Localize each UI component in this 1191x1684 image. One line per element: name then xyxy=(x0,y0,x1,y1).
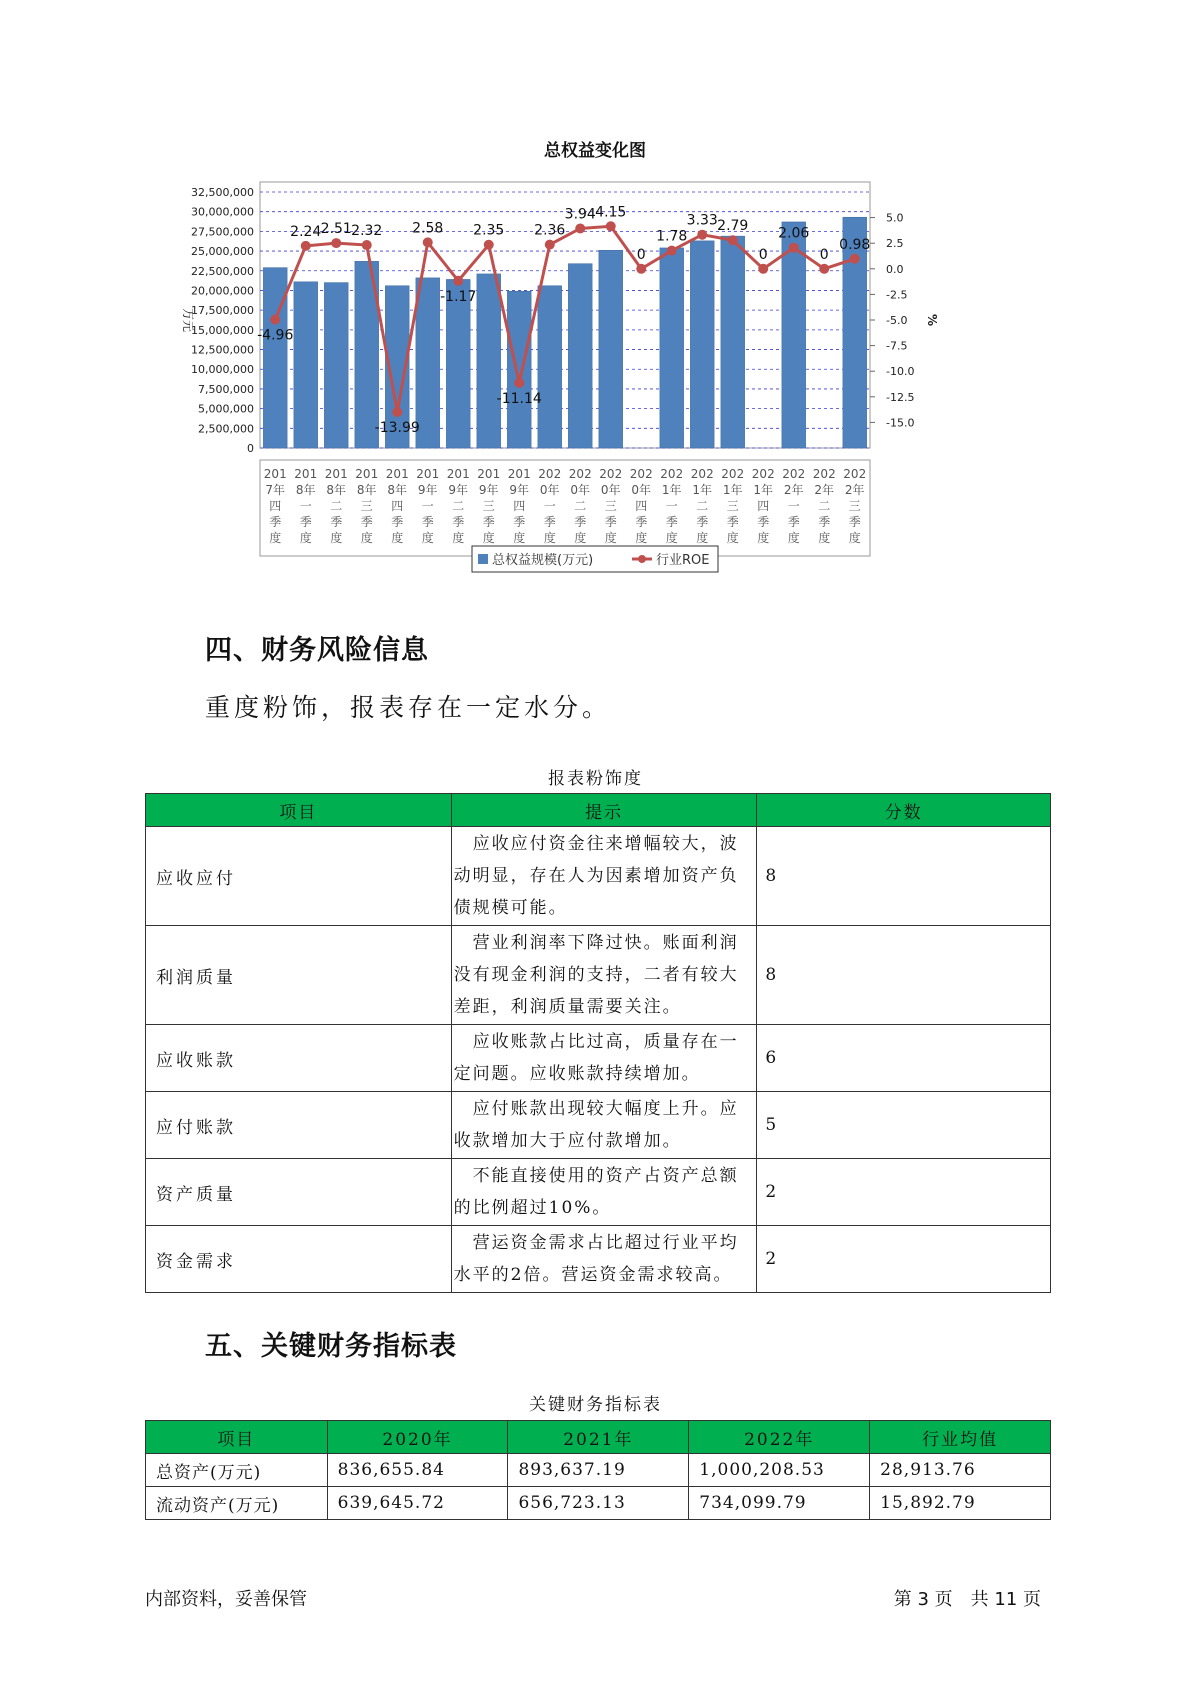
chart-title: 总权益变化图 xyxy=(544,141,646,161)
x-tick-label: 度 xyxy=(818,531,831,545)
x-tick-label: 201 xyxy=(263,467,287,481)
x-tick-label: 一 xyxy=(543,499,556,513)
risk-hint-line: 水平的2倍。营运资金需求较高。 xyxy=(453,1265,733,1285)
x-tick-label: 季 xyxy=(757,515,770,529)
roe-data-label: 4.15 xyxy=(595,204,627,221)
x-tick-label: 度 xyxy=(421,531,434,545)
kf-cell: 893,637.19 xyxy=(508,1454,689,1487)
x-tick-label: 8年 xyxy=(356,483,377,497)
risk-hint-line: 应付账款出现较大幅度上升。应 xyxy=(453,1099,739,1119)
risk-score-cell: 6 xyxy=(757,1025,1051,1092)
risk-score-cell: 2 xyxy=(757,1159,1051,1226)
x-tick-label: 201 xyxy=(416,467,440,481)
table-row xyxy=(146,1454,1051,1487)
roe-data-label: 2.36 xyxy=(534,222,566,239)
y-left-tick-label: 30,000,000 xyxy=(191,205,254,219)
y-right-axis-label: % xyxy=(925,313,939,327)
y-left-tick-label: 22,500,000 xyxy=(191,264,254,278)
risk-hint-cell xyxy=(451,1226,757,1293)
x-tick-label: 四 xyxy=(513,499,526,513)
equity-bar xyxy=(782,222,806,448)
x-tick-label: 0年 xyxy=(631,483,652,497)
x-tick-label: 202 xyxy=(660,467,684,481)
x-tick-label: 季 xyxy=(604,515,617,529)
y-left-axis-label: 万元 xyxy=(181,307,195,333)
roe-point xyxy=(331,238,341,248)
equity-chart xyxy=(170,136,1020,596)
kf-cell: 15,892.79 xyxy=(870,1487,1051,1520)
x-tick-label: 三 xyxy=(482,499,495,513)
roe-point xyxy=(453,276,463,286)
roe-data-label: 0 xyxy=(819,246,829,263)
x-tick-label: 202 xyxy=(599,467,623,481)
kf-header-2020: 2020年 xyxy=(327,1421,508,1454)
y-left-tick-label: 15,000,000 xyxy=(191,323,254,337)
x-tick-label: 度 xyxy=(665,531,678,545)
chart-svg xyxy=(170,136,1020,596)
y-left-tick-label: 12,500,000 xyxy=(191,343,254,357)
kf-header-item: 项目 xyxy=(146,1421,328,1454)
risk-hint-line: 收款增加大于应付款增加。 xyxy=(453,1131,682,1151)
x-tick-label: 1年 xyxy=(692,483,713,497)
x-tick-label: 7年 xyxy=(265,483,286,497)
roe-point xyxy=(423,237,433,247)
roe-point xyxy=(789,243,799,253)
x-tick-label: 1年 xyxy=(753,483,774,497)
kf-cell: 28,913.76 xyxy=(870,1454,1051,1487)
x-tick-label: 季 xyxy=(391,515,404,529)
risk-hint-line: 定问题。应收账款持续增加。 xyxy=(453,1064,701,1084)
kf-cell: 836,655.84 xyxy=(327,1454,508,1487)
x-tick-label: 201 xyxy=(507,467,531,481)
x-tick-label: 二 xyxy=(818,499,831,513)
risk-item-cell: 资产质量 xyxy=(146,1159,452,1226)
x-tick-label: 度 xyxy=(696,531,709,545)
x-tick-label: 9年 xyxy=(478,483,499,497)
x-tick-label: 度 xyxy=(330,531,343,545)
x-tick-label: 度 xyxy=(848,531,861,545)
y-right-tick-label: -7.5 xyxy=(886,339,908,353)
x-tick-label: 季 xyxy=(513,515,526,529)
risk-section-heading: 四、财务风险信息 xyxy=(205,635,429,666)
x-tick-label: 四 xyxy=(391,499,404,513)
x-tick-label: 季 xyxy=(696,515,709,529)
x-tick-label: 季 xyxy=(269,515,282,529)
y-right-tick-label: -5.0 xyxy=(886,314,908,327)
roe-data-label: -1.17 xyxy=(440,288,477,305)
risk-hint-line: 应收账款占比过高，质量存在一 xyxy=(453,1032,739,1052)
equity-bar xyxy=(324,283,348,448)
x-tick-label: 四 xyxy=(269,499,282,513)
y-left-tick-label: 25,000,000 xyxy=(191,245,254,259)
risk-hint-cell xyxy=(451,926,757,1025)
kf-header-industry-avg: 行业均值 xyxy=(870,1421,1051,1454)
risk-summary-text: 重度粉饰，报表存在一定水分。 xyxy=(205,693,612,722)
x-tick-label: 度 xyxy=(513,531,526,545)
y-left-tick-label: 2,500,000 xyxy=(198,422,254,436)
x-tick-label: 202 xyxy=(751,467,775,481)
roe-data-label: 3.33 xyxy=(686,212,718,229)
y-right-tick-label: 2.5 xyxy=(886,237,904,251)
x-tick-label: 0年 xyxy=(539,483,560,497)
equity-bar xyxy=(660,248,684,448)
x-tick-label: 度 xyxy=(482,531,495,545)
x-tick-label: 201 xyxy=(446,467,470,481)
roe-data-label: 2.32 xyxy=(351,223,383,240)
kf-cell: 656,723.13 xyxy=(508,1487,689,1520)
x-tick-label: 三 xyxy=(360,499,373,513)
x-tick-label: 季 xyxy=(574,515,587,529)
x-tick-label: 一 xyxy=(787,499,800,513)
table-row xyxy=(146,926,1051,1025)
roe-point xyxy=(606,221,616,231)
x-tick-label: 季 xyxy=(330,515,343,529)
x-tick-label: 9年 xyxy=(448,483,469,497)
risk-hint-line: 没有现金利润的支持，二者有较大 xyxy=(453,965,739,985)
x-tick-label: 度 xyxy=(757,531,770,545)
x-tick-label: 季 xyxy=(848,515,861,529)
x-tick-label: 季 xyxy=(299,515,312,529)
table-row xyxy=(146,1487,1051,1520)
y-right-tick-label: -12.5 xyxy=(886,390,915,404)
y-left-tick-label: 17,500,000 xyxy=(191,304,254,318)
x-tick-label: 季 xyxy=(726,515,739,529)
roe-point xyxy=(545,240,555,250)
risk-item-cell: 应付账款 xyxy=(146,1092,452,1159)
roe-point xyxy=(575,223,585,233)
risk-hint-cell xyxy=(451,1092,757,1159)
roe-point xyxy=(850,254,860,264)
y-left-tick-label: 27,500,000 xyxy=(191,225,254,239)
roe-point xyxy=(392,407,402,417)
kf-header-2022: 2022年 xyxy=(689,1421,870,1454)
x-tick-label: 季 xyxy=(787,515,800,529)
risk-item-cell: 利润质量 xyxy=(146,926,452,1025)
x-tick-label: 季 xyxy=(452,515,465,529)
legend-line-label: 行业ROE xyxy=(656,553,710,568)
x-tick-label: 201 xyxy=(294,467,318,481)
risk-hint-line: 营运资金需求占比超过行业平均 xyxy=(453,1233,739,1253)
y-left-tick-label: 7,500,000 xyxy=(198,382,254,396)
table-row xyxy=(146,1226,1051,1293)
x-tick-label: 202 xyxy=(782,467,806,481)
roe-point xyxy=(301,241,311,251)
x-tick-label: 四 xyxy=(635,499,648,513)
table-row xyxy=(146,1159,1051,1226)
x-tick-label: 度 xyxy=(452,531,465,545)
x-tick-label: 8年 xyxy=(295,483,316,497)
roe-data-label: 2.58 xyxy=(412,220,444,237)
roe-point xyxy=(270,315,280,325)
risk-table xyxy=(145,793,1051,1293)
roe-data-label: 2.24 xyxy=(290,223,322,240)
y-left-tick-label: 0 xyxy=(247,442,254,455)
risk-table-header-row xyxy=(146,794,1051,827)
roe-point xyxy=(484,240,494,250)
x-tick-label: 202 xyxy=(812,467,836,481)
x-tick-label: 9年 xyxy=(509,483,530,497)
x-tick-label: 一 xyxy=(421,499,434,513)
x-tick-label: 季 xyxy=(360,515,373,529)
risk-hint-cell xyxy=(451,1025,757,1092)
x-tick-label: 2年 xyxy=(814,483,835,497)
x-tick-label: 度 xyxy=(391,531,404,545)
risk-hint-cell xyxy=(451,827,757,926)
risk-hint-line: 动明显，存在人为因素增加资产负 xyxy=(453,866,739,886)
roe-point xyxy=(728,235,738,245)
risk-hint-line: 应收应付资金往来增幅较大，波 xyxy=(453,834,739,854)
legend-bar-swatch xyxy=(478,554,488,564)
roe-point xyxy=(636,264,646,274)
equity-bar xyxy=(507,291,531,448)
x-tick-label: 季 xyxy=(482,515,495,529)
y-left-tick-label: 32,500,000 xyxy=(191,186,254,199)
roe-point xyxy=(362,240,372,250)
x-tick-label: 8年 xyxy=(326,483,347,497)
x-tick-label: 2年 xyxy=(844,483,865,497)
x-tick-label: 二 xyxy=(574,499,587,513)
equity-bar xyxy=(263,268,287,448)
roe-point xyxy=(697,230,707,240)
roe-data-label: 2.79 xyxy=(717,218,749,235)
table-row xyxy=(146,1025,1051,1092)
equity-bar xyxy=(690,241,714,448)
x-tick-label: 度 xyxy=(574,531,587,545)
x-tick-label: 度 xyxy=(543,531,556,545)
y-right-tick-label: -10.0 xyxy=(886,365,915,379)
x-axis-frame xyxy=(260,460,870,556)
table-row xyxy=(146,827,1051,926)
legend-bar-label: 总权益规模(万元) xyxy=(492,553,594,568)
roe-data-label: 2.35 xyxy=(473,222,505,239)
kf-table-caption: 关键财务指标表 xyxy=(529,1395,662,1415)
x-tick-label: 度 xyxy=(635,531,648,545)
x-tick-label: 季 xyxy=(421,515,434,529)
legend-line-marker xyxy=(638,555,646,563)
kf-cell: 1,000,208.53 xyxy=(689,1454,870,1487)
x-tick-label: 季 xyxy=(665,515,678,529)
kf-cell: 639,645.72 xyxy=(327,1487,508,1520)
kf-table xyxy=(145,1420,1051,1520)
x-tick-label: 201 xyxy=(385,467,409,481)
risk-score-cell: 5 xyxy=(757,1092,1051,1159)
roe-data-label: 0.98 xyxy=(839,236,871,253)
x-tick-label: 一 xyxy=(299,499,312,513)
x-tick-label: 1年 xyxy=(661,483,682,497)
x-tick-label: 1年 xyxy=(722,483,743,497)
roe-data-label: -11.14 xyxy=(496,390,542,407)
x-tick-label: 0年 xyxy=(570,483,591,497)
x-tick-label: 二 xyxy=(452,499,465,513)
equity-bar xyxy=(477,274,501,448)
x-tick-label: 二 xyxy=(330,499,343,513)
y-left-tick-label: 20,000,000 xyxy=(191,284,254,298)
equity-bar xyxy=(294,282,318,448)
roe-data-label: 1.78 xyxy=(656,228,688,245)
kf-table-header-row xyxy=(146,1421,1051,1454)
roe-point xyxy=(758,264,768,274)
equity-bar xyxy=(599,250,623,448)
x-tick-label: 度 xyxy=(299,531,312,545)
risk-score-cell: 2 xyxy=(757,1226,1051,1293)
x-tick-label: 度 xyxy=(360,531,373,545)
risk-table-caption: 报表粉饰度 xyxy=(548,769,643,789)
roe-data-label: -4.96 xyxy=(257,327,294,344)
roe-point xyxy=(667,246,677,256)
footer-page-number: 第 3 页 共 11 页 xyxy=(893,1589,1041,1610)
x-tick-label: 202 xyxy=(568,467,592,481)
y-right-tick-label: -2.5 xyxy=(886,288,908,302)
kf-header-2021: 2021年 xyxy=(508,1421,689,1454)
risk-hint-line: 不能直接使用的资产占资产总额 xyxy=(453,1166,739,1186)
kf-cell: 734,099.79 xyxy=(689,1487,870,1520)
x-tick-label: 四 xyxy=(757,499,770,513)
footer-confidential-note: 内部资料，妥善保管 xyxy=(145,1589,307,1610)
x-tick-label: 三 xyxy=(726,499,739,513)
kf-cell: 总资产(万元) xyxy=(146,1454,328,1487)
roe-data-label: 2.06 xyxy=(778,225,810,242)
risk-hint-line: 差距，利润质量需要关注。 xyxy=(453,997,682,1017)
table-row xyxy=(146,1092,1051,1159)
x-tick-label: 三 xyxy=(604,499,617,513)
risk-header-score: 分数 xyxy=(757,794,1051,827)
roe-data-label: 3.94 xyxy=(564,206,596,223)
x-tick-label: 202 xyxy=(538,467,562,481)
roe-data-label: -13.99 xyxy=(374,420,420,437)
x-tick-label: 度 xyxy=(726,531,739,545)
y-right-tick-label: -15.0 xyxy=(886,416,915,430)
x-tick-label: 202 xyxy=(629,467,653,481)
x-tick-label: 202 xyxy=(690,467,714,481)
kf-cell: 流动资产(万元) xyxy=(146,1487,328,1520)
x-tick-label: 二 xyxy=(696,499,709,513)
roe-data-label: 2.51 xyxy=(320,221,352,238)
x-tick-label: 季 xyxy=(543,515,556,529)
y-left-tick-label: 5,000,000 xyxy=(198,402,254,416)
x-tick-label: 季 xyxy=(635,515,648,529)
roe-data-label: 0 xyxy=(636,246,646,263)
risk-header-item: 项目 xyxy=(146,794,452,827)
x-tick-label: 202 xyxy=(843,467,867,481)
x-tick-label: 度 xyxy=(269,531,282,545)
equity-bar xyxy=(721,236,745,448)
x-tick-label: 0年 xyxy=(600,483,621,497)
x-tick-label: 201 xyxy=(355,467,379,481)
x-tick-label: 202 xyxy=(721,467,745,481)
x-tick-label: 度 xyxy=(787,531,800,545)
risk-score-cell: 8 xyxy=(757,926,1051,1025)
x-tick-label: 度 xyxy=(604,531,617,545)
risk-hint-cell xyxy=(451,1159,757,1226)
equity-bar xyxy=(538,286,562,448)
y-right-tick-label: 5.0 xyxy=(886,211,904,225)
risk-header-hint: 提示 xyxy=(451,794,757,827)
risk-hint-line: 债规模可能。 xyxy=(453,898,568,918)
x-tick-label: 8年 xyxy=(387,483,408,497)
equity-bar xyxy=(568,264,592,448)
x-tick-label: 9年 xyxy=(417,483,438,497)
risk-item-cell: 资金需求 xyxy=(146,1226,452,1293)
roe-point xyxy=(819,264,829,274)
x-tick-label: 201 xyxy=(324,467,348,481)
risk-score-cell: 8 xyxy=(757,827,1051,926)
x-tick-label: 2年 xyxy=(783,483,804,497)
risk-item-cell: 应收应付 xyxy=(146,827,452,926)
kf-section-heading: 五、关键财务指标表 xyxy=(205,1331,457,1362)
x-tick-label: 三 xyxy=(848,499,861,513)
y-right-tick-label: 0.0 xyxy=(886,262,904,276)
risk-hint-line: 营业利润率下降过快。账面利润 xyxy=(453,933,739,953)
roe-point xyxy=(514,378,524,388)
x-tick-label: 201 xyxy=(477,467,501,481)
y-left-tick-label: 10,000,000 xyxy=(191,363,254,377)
roe-data-label: 0 xyxy=(758,246,768,263)
risk-item-cell: 应收账款 xyxy=(146,1025,452,1092)
x-tick-label: 一 xyxy=(665,499,678,513)
x-tick-label: 季 xyxy=(818,515,831,529)
risk-hint-line: 的比例超过10%。 xyxy=(453,1198,612,1218)
